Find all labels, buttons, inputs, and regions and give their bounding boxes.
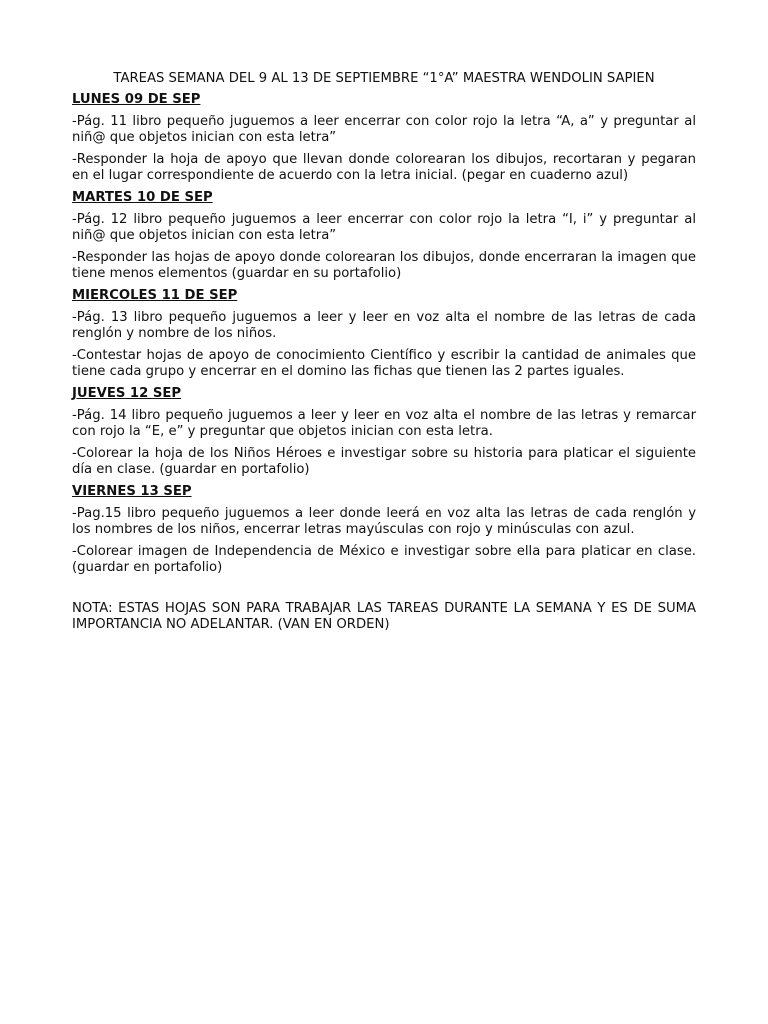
task-paragraph: -Colorear la hoja de los Niños Héroes e investigar sobre su historia para platicar el siguiente día en clase. (guardar en portafolio) — [72, 446, 696, 477]
day-section-thursday — [72, 386, 696, 477]
task-paragraph: -Colorear imagen de Independencia de México e investigar sobre ella para platicar en clase. (guardar en portafolio) — [72, 544, 696, 575]
day-section-wednesday — [72, 288, 696, 379]
task-paragraph: -Pág. 13 libro pequeño juguemos a leer y leer en voz alta el nombre de las letras de cada renglón y nombre de los niños. — [72, 310, 696, 341]
day-heading-wednesday: MIERCOLES 11 DE SEP — [72, 288, 238, 303]
task-paragraph: -Pág. 14 libro pequeño juguemos a leer y leer en voz alta el nombre de las letras y remarcar con rojo la “E, e” y preguntar que objetos inician con esta letra. — [72, 408, 696, 439]
task-paragraph: -Contestar hojas de apoyo de conocimiento Científico y escribir la cantidad de animales que tiene cada grupo y encerrar en el domino las fichas que tienen las 2 partes iguales. — [72, 348, 696, 379]
day-heading-thursday: JUEVES 12 SEP — [72, 386, 182, 401]
task-paragraph: -Responder las hojas de apoyo donde colorearan los dibujos, donde encerraran la imagen que tiene menos elementos (guardar en su portafolio) — [72, 250, 696, 281]
day-heading-friday: VIERNES 13 SEP — [72, 484, 192, 499]
task-paragraph: -Pág. 12 libro pequeño juguemos a leer encerrar con color rojo la letra “I, i” y preguntar al niñ@ que objetos inician con esta letra” — [72, 212, 696, 243]
task-paragraph: -Responder la hoja de apoyo que llevan donde colorearan los dibujos, recortaran y pegaran en el lugar correspondiente de acuerdo con la letra inicial. (pegar en cuaderno azul) — [72, 152, 696, 183]
document-page — [72, 70, 696, 632]
task-paragraph: -Pag.15 libro pequeño juguemos a leer donde leerá en voz alta las letras de cada renglón y los nombres de los niños, encerrar letras mayúsculas con rojo y minúsculas con azul. — [72, 506, 696, 537]
task-paragraph: -Pág. 11 libro pequeño juguemos a leer encerrar con color rojo la letra “A, a” y preguntar al niñ@ que objetos inician con esta letra” — [72, 114, 696, 145]
day-section-friday — [72, 484, 696, 575]
document-title: TAREAS SEMANA DEL 9 AL 13 DE SEPTIEMBRE “1°A” MAESTRA WENDOLIN SAPIEN — [113, 71, 655, 86]
day-section-tuesday — [72, 190, 696, 281]
day-section-monday — [72, 92, 696, 183]
note-paragraph: NOTA: ESTAS HOJAS SON PARA TRABAJAR LAS TAREAS DURANTE LA SEMANA Y ES DE SUMA IMPORTANCIA NO ADELANTAR. (VAN EN ORDEN) — [72, 601, 696, 632]
day-heading-monday: LUNES 09 DE SEP — [72, 92, 201, 107]
day-heading-tuesday: MARTES 10 DE SEP — [72, 190, 213, 205]
